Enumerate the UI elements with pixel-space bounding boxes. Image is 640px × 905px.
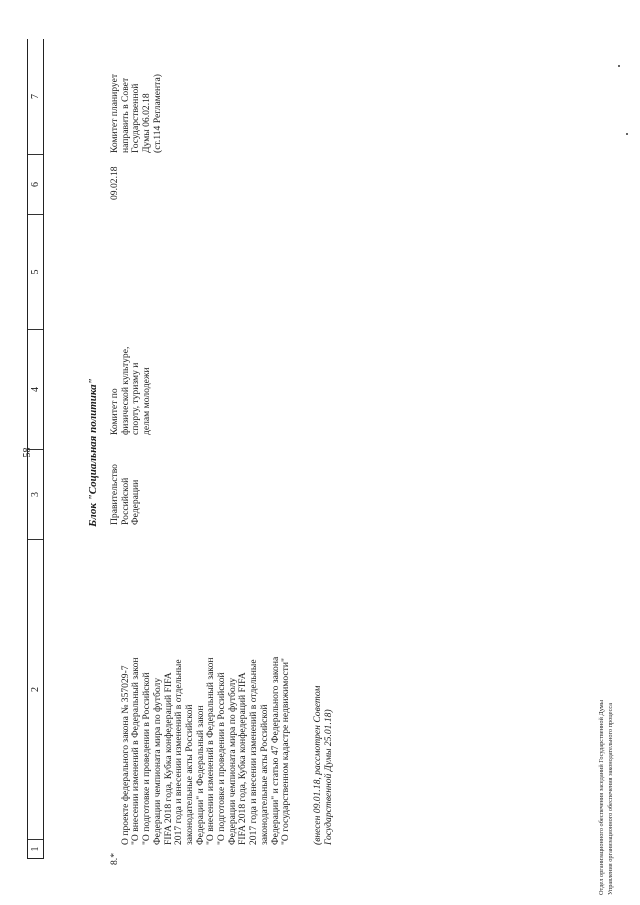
- column-header-4: 4: [28, 329, 43, 449]
- column-header-3: 3: [28, 449, 43, 539]
- bill-description: [110, 603, 335, 845]
- bill-description-text: О проекте федерального закона № 357029-7 "О внесении изменений в Федеральный закон "О подготовке и проведении в Российской Федерации чемпионата мира по футболу FIFA 2018 года, Кубка конфедераций FIFA 2017 года и внесении изменений в отдельные законодательные акты Российской Федерации" и Федеральный закон "О внесении изменений в Федеральный закон "О подготовке и проведении в Российской Федерации чемпионата мира по футболу FIFA 2018 года, Кубка конфедераций FIFA 2017 года и внесении изменений в отдельные законодательные акты Российской Федерации" и статью 47 Федерального закона "О государственном кадастре недвижимости": [119, 656, 292, 845]
- column-number-header: [27, 39, 44, 859]
- date-cell: 09.02.18: [109, 166, 120, 200]
- column-header-1: 1: [28, 839, 43, 859]
- bill-description-note: (внесен 09.01.18, рассмотрен Советом Государственной Думы 25.01.18): [312, 685, 335, 845]
- column-header-5: 5: [28, 214, 43, 329]
- scan-speck: [626, 133, 628, 135]
- page-number: 58: [22, 447, 33, 458]
- row-number: 8.*: [109, 853, 120, 865]
- column-header-7: 7: [30, 94, 41, 99]
- initiator-cell: Правительство Российской Федерации: [109, 464, 142, 525]
- column-header-6: 6: [28, 154, 43, 214]
- footer-department: Отдел организационного обеспечения заседаний Государственной Думы Управления организационного обеспечения законодательного процесса: [598, 700, 614, 895]
- scan-speck: [618, 65, 620, 67]
- note-cell: Комитет планирует направить в Совет Государственной Думы 06.02.18 (ст.114 Регламента): [109, 73, 163, 153]
- block-title: Блок "Социальная политика": [87, 378, 99, 527]
- committee-cell: Комитет по физической культуре, спорту, туризму и делам молодежи: [109, 346, 153, 435]
- column-header-2: 2: [28, 539, 43, 839]
